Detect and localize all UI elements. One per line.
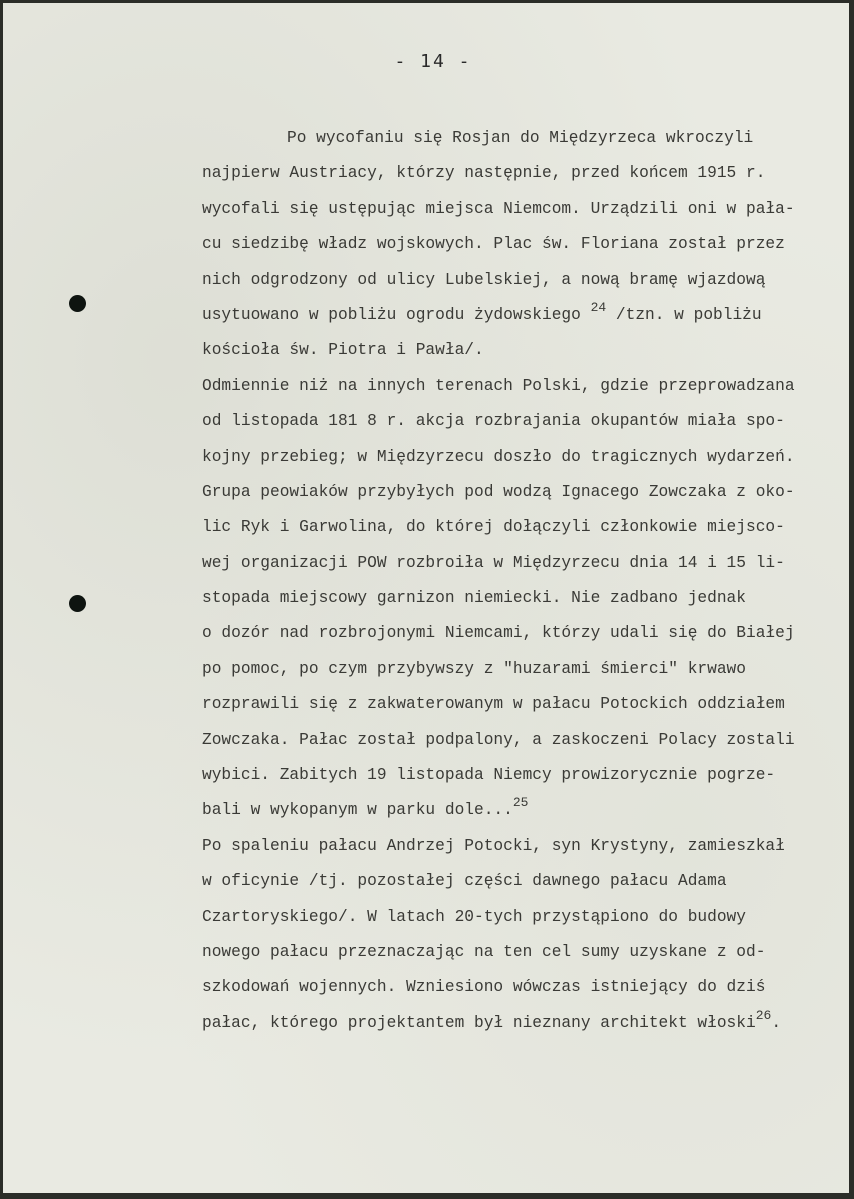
line-text: nich odgrodzony od ulicy Lubelskiej, a nową bramę wjazdową xyxy=(202,270,766,289)
text-line xyxy=(202,369,842,404)
text-line xyxy=(202,510,842,545)
line-text: stopada miejscowy garnizon niemiecki. Nie zadbano jednak xyxy=(202,589,746,608)
line-text: Po wycofaniu się Rosjan do Międzyrzeca wkroczyli xyxy=(287,129,754,147)
line-text: Czartoryskiego/. W latach 20-tych przystąpiono do budowy xyxy=(202,907,746,926)
line-text: usytuowano w pobliżu ogrodu żydowskiego xyxy=(202,305,591,324)
line-text: kojny przebieg; w Międzyrzecu doszło do tragicznych wydarzeń. xyxy=(202,447,795,466)
line-text: w oficynie /tj. pozostałej części dawnego pałacu Adama xyxy=(202,872,727,891)
text-line xyxy=(202,404,842,439)
text-line xyxy=(202,121,842,156)
text-line xyxy=(202,864,842,899)
text-line xyxy=(202,970,842,1005)
line-text: po pomoc, po czym przybywszy z "huzarami śmierci" krwawo xyxy=(202,659,746,678)
line-text: Grupa peowiaków przybyłych pod wodzą Ignacego Zowczaka z oko- xyxy=(202,482,795,501)
text-line xyxy=(202,723,842,758)
line-text: Zowczaka. Pałac został podpalony, a zaskoczeni Polacy zostali xyxy=(202,730,795,749)
text-line xyxy=(202,935,842,970)
line-text-after: /tzn. w pobliżu xyxy=(606,305,762,324)
line-text: lic Ryk i Garwolina, do której dołączyli członkowie miejsco- xyxy=(202,518,785,537)
page-number: - 14 - xyxy=(394,51,472,72)
footnote-marker: 25 xyxy=(512,795,529,811)
text-line xyxy=(202,263,842,298)
text-line xyxy=(202,758,842,793)
text-line xyxy=(202,156,842,191)
typewritten-body xyxy=(202,121,842,1041)
line-text: najpierw Austriacy, którzy następnie, przed końcem 1915 r. xyxy=(202,164,766,183)
line-text: o dozór nad rozbrojonymi Niemcami, którzy udali się do Białej xyxy=(202,624,795,643)
text-line xyxy=(202,687,842,722)
line-text: cu siedzibę władz wojskowych. Plac św. Floriana został przez xyxy=(202,235,785,254)
text-line xyxy=(202,581,842,616)
text-line xyxy=(202,616,842,651)
text-line xyxy=(202,652,842,687)
text-line xyxy=(202,298,842,333)
line-text: od listopada 181 8 r. akcja rozbrajania okupantów miała spo- xyxy=(202,412,785,431)
line-text: wycofali się ustępując miejsca Niemcom. Urządzili oni w pała- xyxy=(202,199,795,218)
line-text: nowego pałacu przeznaczając na ten cel sumy uzyskane z od- xyxy=(202,942,766,961)
footnote-marker: 24 xyxy=(590,299,607,315)
text-line xyxy=(202,440,842,475)
text-line xyxy=(202,475,842,510)
punch-hole xyxy=(69,295,86,312)
text-line xyxy=(202,333,842,368)
line-text: Po spaleniu pałacu Andrzej Potocki, syn Krystyny, zamieszkał xyxy=(202,836,785,855)
punch-hole xyxy=(69,595,86,612)
line-text-after: . xyxy=(771,1013,782,1032)
text-line xyxy=(202,1006,842,1041)
line-text: wybici. Zabitych 19 listopada Niemcy prowizorycznie pogrze- xyxy=(202,766,776,785)
line-text: pałac, którego projektantem był nieznany architekt włoski xyxy=(202,1013,756,1032)
text-line xyxy=(202,192,842,227)
line-text: rozprawili się z zakwaterowanym w pałacu Potockich oddziałem xyxy=(202,695,785,714)
text-line xyxy=(202,900,842,935)
text-line xyxy=(202,227,842,262)
text-line xyxy=(202,829,842,864)
line-text: szkodowań wojennych. Wzniesiono wówczas istniejący do dziś xyxy=(202,978,766,997)
text-line xyxy=(202,546,842,581)
line-text: Odmiennie niż na innych terenach Polski, gdzie przeprowadzana xyxy=(202,376,795,395)
line-text: bali w wykopanym w parku dole... xyxy=(202,801,513,820)
text-line xyxy=(202,793,842,828)
line-text: kościoła św. Piotra i Pawła/. xyxy=(202,341,484,360)
document-page xyxy=(3,3,849,1193)
line-text: wej organizacji POW rozbroiła w Międzyrzecu dnia 14 i 15 li- xyxy=(202,553,785,572)
footnote-marker: 26 xyxy=(755,1007,772,1023)
